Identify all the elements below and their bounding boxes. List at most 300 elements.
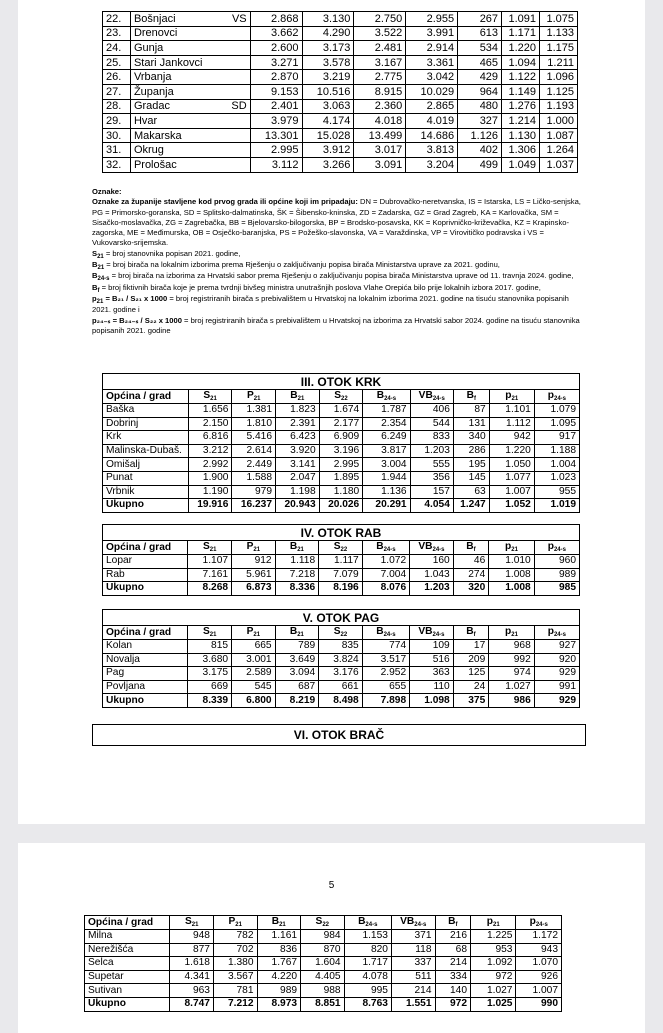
header-symbol: VB — [418, 390, 433, 401]
value-cell: 1.101 — [489, 404, 534, 418]
column-header — [453, 626, 489, 640]
row-number: 23. — [103, 26, 131, 41]
table-row — [85, 984, 562, 998]
value-cell: 1.380 — [213, 957, 257, 971]
notes-heading: Oznake: — [92, 187, 122, 196]
row-number: 27. — [103, 84, 131, 99]
value-cell: 1.118 — [275, 555, 319, 569]
municipality-name: Prološac — [130, 157, 220, 172]
header-subscript: f — [455, 922, 458, 928]
value-cell: 6.249 — [363, 431, 410, 445]
municipality-name: Makarska — [130, 128, 220, 143]
value-cell: 6.423 — [276, 431, 320, 445]
value-cell: 986 — [489, 694, 534, 708]
table-row — [103, 143, 578, 158]
value-cell: 363 — [410, 667, 454, 681]
value-cell: 4.290 — [302, 26, 354, 41]
value-cell: 1.190 — [188, 485, 232, 499]
value-cell: 1.004 — [534, 458, 579, 472]
header-row — [85, 916, 562, 930]
header-symbol: S — [334, 390, 341, 401]
header-subscript: 24-s — [553, 632, 566, 638]
header-symbol: B — [376, 390, 385, 401]
column-header — [319, 390, 363, 404]
municipality-name: Novalja — [103, 653, 188, 667]
value-cell: 209 — [453, 653, 489, 667]
header-subscript: 21 — [253, 632, 261, 638]
bf-note: $B_f$ = broj fiktivnih birača koje je prema tvrdnji bivšeg ministra unutrašnjih poslova Vlahe Orepića bilo prije lokalnih izbora 2017. godine, — [92, 282, 541, 294]
header-subscript: f — [473, 547, 476, 553]
value-cell: 4.174 — [302, 114, 354, 129]
value-cell: 1.098 — [410, 694, 454, 708]
value-cell: 10.516 — [302, 84, 354, 99]
value-cell: 3.091 — [354, 157, 406, 172]
row-number: 25. — [103, 55, 131, 70]
header-symbol: S — [333, 541, 341, 552]
value-cell: 63 — [453, 485, 489, 499]
value-cell: 1.306 — [502, 143, 540, 158]
value-cell: 109 — [410, 640, 454, 654]
value-cell: 3.173 — [302, 41, 354, 56]
column-header — [534, 626, 579, 640]
table-row — [103, 12, 578, 27]
table-row — [85, 930, 562, 944]
header-symbol: B — [376, 541, 384, 552]
value-cell: 8.498 — [319, 694, 363, 708]
value-cell: 140 — [435, 984, 471, 998]
table-row — [85, 970, 562, 984]
table-row — [103, 157, 578, 172]
county-code — [220, 84, 250, 99]
table-row — [103, 471, 580, 485]
municipality-name: Hvar — [130, 114, 220, 129]
value-cell: 1.588 — [232, 471, 276, 485]
table-row — [103, 404, 580, 418]
value-cell: 1.130 — [502, 128, 540, 143]
value-cell: 1.043 — [410, 568, 454, 582]
value-cell: 1.823 — [276, 404, 320, 418]
column-header — [534, 541, 579, 555]
value-cell: 1.656 — [188, 404, 232, 418]
value-cell: 836 — [257, 943, 301, 957]
value-cell: 972 — [435, 997, 471, 1011]
column-header — [471, 916, 516, 930]
column-header — [188, 541, 232, 555]
value-cell: 3.920 — [276, 444, 320, 458]
value-cell: 943 — [516, 943, 562, 957]
header-subscript: 24-s — [414, 922, 427, 928]
value-cell: 1.717 — [344, 957, 391, 971]
header-subscript: 22 — [340, 396, 348, 402]
value-cell: 511 — [391, 970, 435, 984]
value-cell: 774 — [362, 640, 409, 654]
value-cell: 1.027 — [471, 984, 516, 998]
header-symbol: S — [333, 626, 341, 637]
value-cell: 2.589 — [232, 667, 276, 681]
column-header — [410, 390, 453, 404]
krk-island-table — [102, 373, 580, 513]
column-header — [232, 390, 276, 404]
value-cell: 4.405 — [301, 970, 345, 984]
header-symbol: B — [271, 916, 280, 927]
value-cell: 3.912 — [302, 143, 354, 158]
table-row — [103, 458, 580, 472]
value-cell: 2.360 — [354, 99, 406, 114]
table-row — [103, 431, 580, 445]
column-header — [435, 916, 471, 930]
value-cell: 320 — [453, 582, 489, 596]
municipality-name: Nerežišća — [85, 943, 170, 957]
value-cell: 6.816 — [188, 431, 232, 445]
header-subscript: 24-s — [432, 547, 445, 553]
value-cell: 1.126 — [458, 128, 502, 143]
municipality-name: Baška — [103, 404, 189, 418]
value-cell: 2.914 — [406, 41, 458, 56]
legend-notes — [92, 187, 587, 336]
value-cell: 3.176 — [319, 667, 363, 681]
municipality-name: Okrug — [130, 143, 220, 158]
column-header — [391, 916, 435, 930]
municipality-name: Sutivan — [85, 984, 170, 998]
value-cell: 1.092 — [471, 957, 516, 971]
table-row — [103, 70, 578, 85]
value-cell: 979 — [232, 485, 276, 499]
value-cell: 3.817 — [363, 444, 410, 458]
header-subscript: 24-s — [383, 632, 396, 638]
header-subscript: 21 — [209, 547, 217, 553]
value-cell: 1.149 — [502, 84, 540, 99]
municipality-name: Malinska-Dubaš. — [103, 444, 189, 458]
value-cell: 995 — [344, 984, 391, 998]
municipality-name: Bošnjaci — [130, 12, 220, 27]
island-title: IV. OTOK RAB — [103, 525, 580, 541]
value-cell: 1.136 — [363, 485, 410, 499]
column-header — [232, 541, 276, 555]
value-cell: 1.551 — [391, 997, 435, 1011]
header-symbol: S — [203, 626, 210, 637]
value-cell: 1.094 — [502, 55, 540, 70]
header-symbol: S — [315, 916, 323, 927]
header-subscript: 21 — [511, 396, 519, 402]
column-header — [275, 541, 319, 555]
municipality-name: Županja — [130, 84, 220, 99]
value-cell: 9.153 — [250, 84, 302, 99]
value-cell: 2.868 — [250, 12, 302, 27]
value-cell: 8.973 — [257, 997, 301, 1011]
header-symbol: B — [289, 626, 298, 637]
value-cell: 2.865 — [406, 99, 458, 114]
header-subscript: 21 — [493, 922, 500, 928]
value-cell: 1.095 — [534, 417, 579, 431]
header-subscript: 24-s — [384, 396, 397, 402]
municipality-name: Punat — [103, 471, 189, 485]
value-cell: 7.898 — [362, 694, 409, 708]
total-row — [103, 499, 580, 513]
table-row — [103, 640, 580, 654]
value-cell: 992 — [489, 653, 534, 667]
table-row — [103, 114, 578, 129]
row-number: 30. — [103, 128, 131, 143]
value-cell: 3.001 — [232, 653, 276, 667]
value-cell: 544 — [410, 417, 453, 431]
header-subscript: f — [473, 632, 476, 638]
top-table-body — [103, 12, 578, 173]
municipality-name: Krk — [103, 431, 189, 445]
value-cell: 6.800 — [232, 694, 276, 708]
pag-island-table — [102, 609, 580, 708]
column-header — [213, 916, 257, 930]
row-number: 31. — [103, 143, 131, 158]
value-cell: 118 — [391, 943, 435, 957]
value-cell: 10.029 — [406, 84, 458, 99]
value-cell: 327 — [458, 114, 502, 129]
table-row — [103, 26, 578, 41]
column-header — [301, 916, 345, 930]
value-cell: 1.203 — [410, 582, 454, 596]
municipality-name: Dobrinj — [103, 417, 189, 431]
header-subscript: 24-s — [365, 922, 378, 928]
row-number: 32. — [103, 157, 131, 172]
row-number: 22. — [103, 12, 131, 27]
value-cell: 8.339 — [188, 694, 232, 708]
value-cell: 1.225 — [471, 930, 516, 944]
value-cell: 110 — [410, 680, 454, 694]
column-header — [362, 541, 409, 555]
municipality-name: Gradac — [130, 99, 220, 114]
value-cell: 1.112 — [489, 417, 534, 431]
table-title-row — [103, 610, 580, 626]
county-code: SD — [220, 99, 250, 114]
municipality-name: Pag — [103, 667, 188, 681]
value-cell: 1.944 — [363, 471, 410, 485]
value-cell: 3.141 — [276, 458, 320, 472]
column-header — [489, 541, 534, 555]
value-cell: 1.220 — [502, 41, 540, 56]
value-cell: 912 — [232, 555, 276, 569]
value-cell: 8.915 — [354, 84, 406, 99]
document-page-1 — [18, 0, 645, 824]
value-cell: 402 — [458, 143, 502, 158]
value-cell: 1.125 — [540, 84, 578, 99]
value-cell: 131 — [453, 417, 489, 431]
header-symbol: B — [448, 916, 456, 927]
value-cell: 2.614 — [232, 444, 276, 458]
value-cell: 6.873 — [232, 582, 276, 596]
value-cell: 8.747 — [170, 997, 214, 1011]
value-cell: 2.955 — [406, 12, 458, 27]
value-cell: 16.237 — [232, 499, 276, 513]
value-cell: 1.019 — [534, 499, 579, 513]
municipality-name: Ukupno — [103, 582, 188, 596]
value-cell: 985 — [534, 582, 579, 596]
header-subscript: 21 — [511, 547, 518, 553]
header-subscript: 21 — [209, 632, 217, 638]
total-row — [85, 997, 562, 1011]
header-symbol: VB — [418, 626, 433, 637]
value-cell: 669 — [188, 680, 232, 694]
header-symbol: B — [289, 541, 298, 552]
value-cell: 1.188 — [534, 444, 579, 458]
header-subscript: 24-s — [554, 396, 567, 402]
value-cell: 1.117 — [319, 555, 363, 569]
value-cell: 4.341 — [170, 970, 214, 984]
value-cell: 4.220 — [257, 970, 301, 984]
brac-island-table — [84, 915, 562, 1012]
value-cell: 3.813 — [406, 143, 458, 158]
value-cell: 125 — [453, 667, 489, 681]
header-symbol: B — [358, 916, 366, 927]
header-subscript: 21 — [511, 632, 518, 638]
column-header-municipality: Općina / grad — [103, 541, 188, 555]
county-code — [220, 41, 250, 56]
header-subscript: 24-s — [535, 922, 548, 928]
value-cell: 1.072 — [362, 555, 409, 569]
table-row — [103, 555, 580, 569]
municipality-name: Stari Jankovci — [130, 55, 220, 70]
value-cell: 2.354 — [363, 417, 410, 431]
header-symbol: S — [184, 916, 192, 927]
value-cell: 3.112 — [250, 157, 302, 172]
county-code: VS — [220, 12, 250, 27]
value-cell: 4.019 — [406, 114, 458, 129]
row-number: 26. — [103, 70, 131, 85]
column-header — [344, 916, 391, 930]
value-cell: 286 — [453, 444, 489, 458]
p21-note: $p_{21} = B_{21} / S_{21}$ x 1000 = broj registriranih birača s prebivalištem u Hrvatskoj na lokalnim izborima 2021. godine na tisuću stanovnika popisanih 2021. godine i — [92, 293, 569, 315]
value-cell: 1.079 — [534, 404, 579, 418]
value-cell: 984 — [301, 930, 345, 944]
value-cell: 3.271 — [250, 55, 302, 70]
value-cell: 20.026 — [319, 499, 363, 513]
value-cell: 1.895 — [319, 471, 363, 485]
value-cell: 24 — [453, 680, 489, 694]
value-cell: 833 — [410, 431, 453, 445]
table-row — [103, 41, 578, 56]
value-cell: 334 — [435, 970, 471, 984]
header-symbol: p — [486, 916, 494, 927]
header-symbol: P — [228, 916, 236, 927]
value-cell: 3.042 — [406, 70, 458, 85]
value-cell: 702 — [213, 943, 257, 957]
value-cell: 371 — [391, 930, 435, 944]
value-cell: 1.214 — [502, 114, 540, 129]
value-cell: 1.180 — [319, 485, 363, 499]
value-cell: 214 — [435, 957, 471, 971]
table-row — [85, 943, 562, 957]
municipality-name: Ukupno — [103, 694, 188, 708]
value-cell: 1.175 — [540, 41, 578, 56]
header-symbol: p — [547, 626, 554, 637]
column-header-municipality: Općina / grad — [85, 916, 170, 930]
value-cell: 1.161 — [257, 930, 301, 944]
value-cell: 1.220 — [489, 444, 534, 458]
value-cell: 1.107 — [188, 555, 232, 569]
table-row — [103, 99, 578, 114]
value-cell: 46 — [453, 555, 489, 569]
municipality-name: Omišalj — [103, 458, 189, 472]
value-cell: 3.567 — [213, 970, 257, 984]
value-cell: 3.266 — [302, 157, 354, 172]
value-cell: 8.219 — [275, 694, 319, 708]
value-cell: 534 — [458, 41, 502, 56]
county-code — [220, 26, 250, 41]
column-header — [275, 626, 319, 640]
document-page-2 — [18, 843, 645, 1033]
table-row — [103, 55, 578, 70]
column-header — [489, 626, 534, 640]
value-cell: 655 — [362, 680, 409, 694]
header-row — [103, 390, 580, 404]
header-subscript: 21 — [297, 632, 304, 638]
value-cell: 3.578 — [302, 55, 354, 70]
value-cell: 1.264 — [540, 143, 578, 158]
county-codes-note: Oznake za županije stavljene kod prvog grada ili općine koji im pripadaju: DN = Dubrovačko-neretvanska, IS = Istarska, LS = Ličko-senjska, PG = Primorsko-goranska, SD = Splitsko-dalmatinska, ŠK = Šibensko-kninska, ZD = Zadarska, GZ = Grad Zagreb, KA = Karlovačka, SM = Sisačko-moslavačka, ZG = Zagrebačka, BB = Bjelovarsko-bilogorska, BP = Brodsko-posavska, KK = Koprivničko-križevačka, KZ = Krapinsko-zagorska, ME = Međimurska, OB = Osječko-baranjska, PS = Požeško-slavonska, VA = Varaždinska, VP = Virovitičko podravska i VS = Vukovarsko-srijemska. — [92, 197, 581, 248]
column-header — [453, 541, 489, 555]
value-cell: 782 — [213, 930, 257, 944]
value-cell: 1.077 — [489, 471, 534, 485]
value-cell: 8.336 — [275, 582, 319, 596]
municipality-name: Supetar — [85, 970, 170, 984]
value-cell: 815 — [188, 640, 232, 654]
value-cell: 145 — [453, 471, 489, 485]
value-cell: 216 — [435, 930, 471, 944]
column-header — [170, 916, 214, 930]
value-cell: 1.007 — [516, 984, 562, 998]
column-header — [188, 390, 232, 404]
header-symbol: p — [505, 626, 512, 637]
header-subscript: 22 — [340, 547, 348, 553]
value-cell: 1.052 — [489, 499, 534, 513]
value-cell: 15.028 — [302, 128, 354, 143]
municipality-name: Rab — [103, 568, 188, 582]
value-cell: 917 — [534, 431, 579, 445]
municipality-name: Vrbanja — [130, 70, 220, 85]
value-cell: 989 — [534, 568, 579, 582]
value-cell: 4.018 — [354, 114, 406, 129]
value-cell: 2.952 — [362, 667, 409, 681]
value-cell: 927 — [534, 640, 579, 654]
value-cell: 781 — [213, 984, 257, 998]
municipality-table-continued — [102, 11, 578, 173]
header-symbol: p — [547, 390, 554, 401]
value-cell: 1.007 — [489, 485, 534, 499]
row-number: 24. — [103, 41, 131, 56]
value-cell: 2.775 — [354, 70, 406, 85]
value-cell: 340 — [453, 431, 489, 445]
municipality-name: Selca — [85, 957, 170, 971]
value-cell: 1.172 — [516, 930, 562, 944]
value-cell: 13.499 — [354, 128, 406, 143]
island-title: V. OTOK PAG — [103, 610, 580, 626]
municipality-name: Vrbnik — [103, 485, 189, 499]
value-cell: 990 — [516, 997, 562, 1011]
table-row — [103, 128, 578, 143]
value-cell: 3.004 — [363, 458, 410, 472]
value-cell: 942 — [489, 431, 534, 445]
value-cell: 1.618 — [170, 957, 214, 971]
header-subscript: 21 — [253, 547, 261, 553]
county-code — [220, 70, 250, 85]
row-number: 28. — [103, 99, 131, 114]
value-cell: 3.196 — [319, 444, 363, 458]
header-subscript: 21 — [210, 396, 217, 402]
value-cell: 1.810 — [232, 417, 276, 431]
table-row — [103, 84, 578, 99]
value-cell: 960 — [534, 555, 579, 569]
county-code — [220, 114, 250, 129]
value-cell: 2.449 — [232, 458, 276, 472]
total-row — [103, 582, 580, 596]
